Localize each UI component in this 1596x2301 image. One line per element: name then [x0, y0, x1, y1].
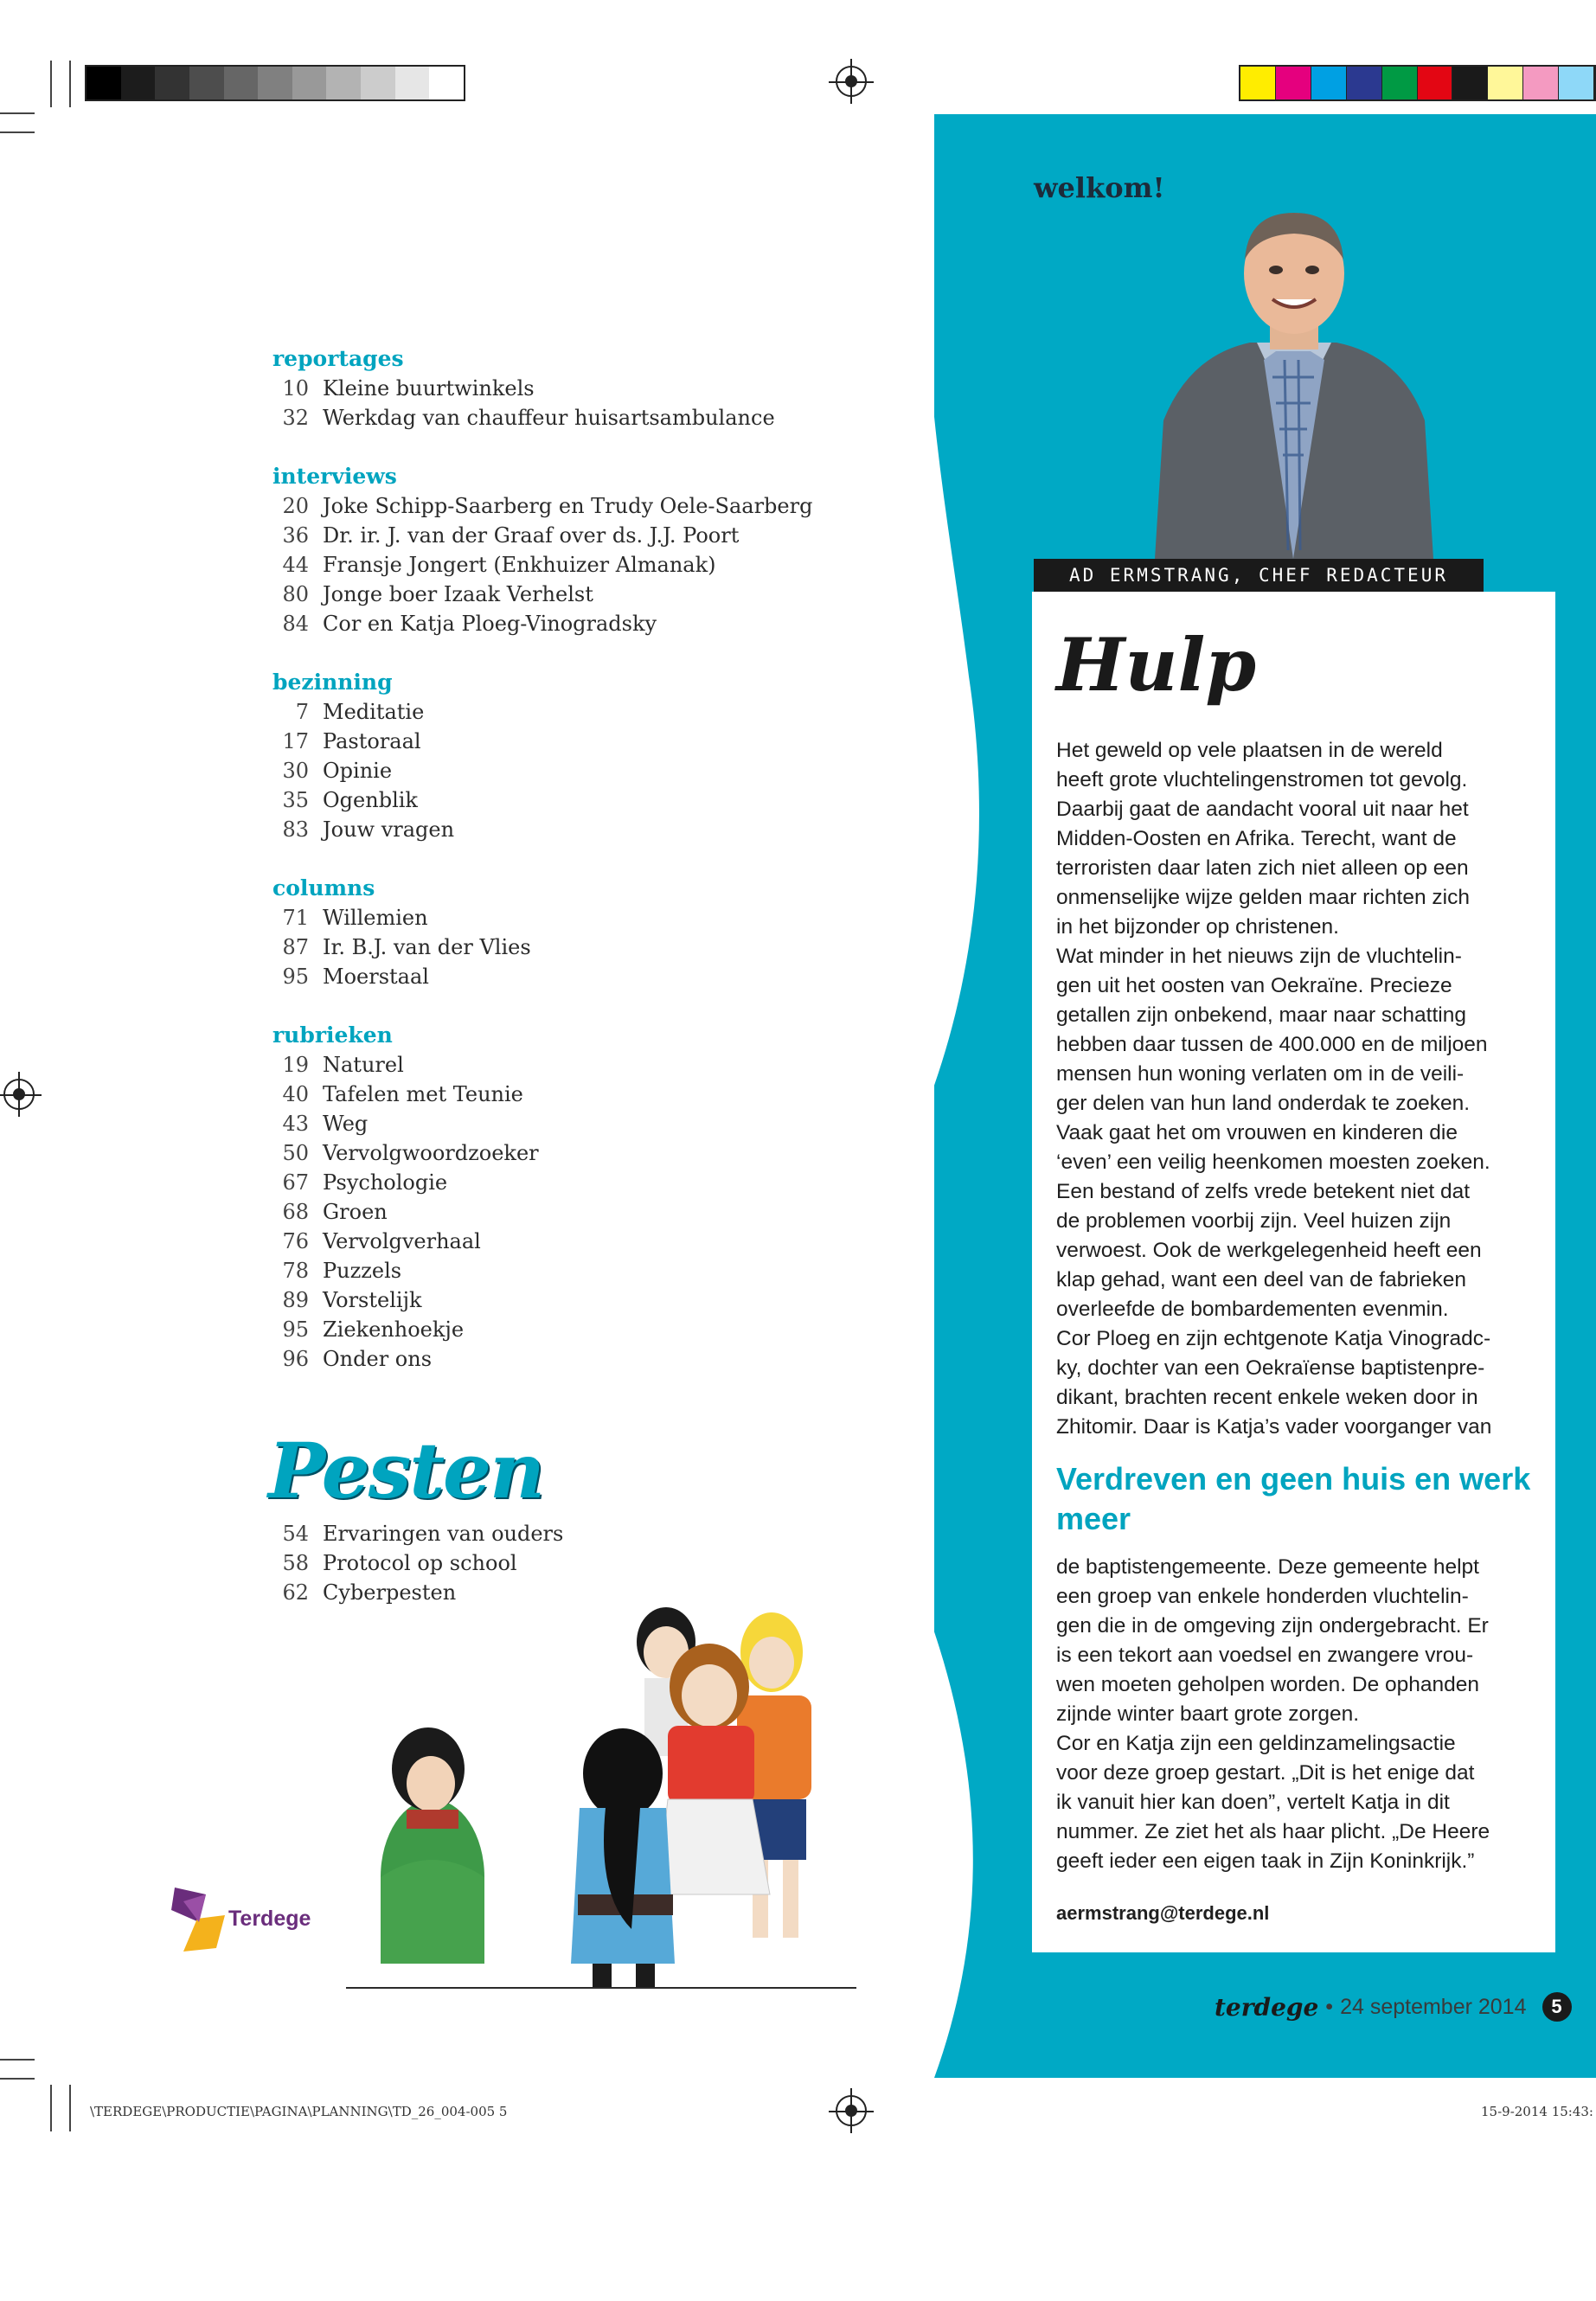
crop-mark — [0, 2078, 35, 2080]
toc-item-label: Puzzels — [323, 1259, 402, 1283]
toc-item-label: Naturel — [323, 1053, 404, 1077]
toc-item-label: Willemien — [323, 906, 428, 930]
toc-item-label: Moerstaal — [323, 965, 429, 989]
crop-mark — [50, 2085, 52, 2131]
grey-calibration-bar — [85, 65, 465, 101]
grey-swatch — [121, 67, 156, 99]
toc-item-page: 95 — [282, 1317, 309, 1342]
toc-item-label: Cor en Katja Ploeg-Vinogradsky — [323, 612, 657, 636]
toc-item-label: Vervolgwoordzoeker — [323, 1141, 539, 1165]
toc-item-label: Tafelen met Teunie — [323, 1082, 523, 1106]
color-swatch — [1452, 67, 1488, 99]
toc-item-label: Vorstelijk — [323, 1288, 422, 1312]
grey-swatch — [395, 67, 430, 99]
article-body-part2: de baptistengemeente. Deze gemeente helpt een groep van enkele honderden vluchtelin- gen die in de omgeving zijn ondergebracht. Er is een tekort aan voedsel en zwangere vrou- wen moeten geholpen worden. De ophanden zijnde winter baart grote zorgen. Cor en Katja zijn een geldinzamelingsactie voor deze groep gestart. „Dit is het enige dat ik vanuit hier kan doen”, vertelt Katja in dit nummer. Ze ziet het als haar plicht. „De Heere geeft ieder een eigen taak in Zijn Koninkrijk.” — [1056, 1555, 1490, 1873]
toc-section-title: interviews — [272, 464, 397, 489]
grey-swatch — [292, 67, 327, 99]
article-title: Hulp — [1056, 622, 1257, 708]
toc-item-label: Dr. ir. J. van der Graaf over ds. J.J. Poort — [323, 523, 740, 548]
toc-item[interactable] — [272, 1548, 705, 1578]
toc-item-page: 87 — [282, 935, 309, 959]
toc-item-label: Weg — [323, 1112, 369, 1136]
welkom-heading: welkom! — [1034, 171, 1165, 204]
editor-portrait-photo — [1155, 204, 1433, 559]
color-swatch — [1418, 67, 1453, 99]
grey-swatch — [224, 67, 259, 99]
toc-item-label: Ervaringen van ouders — [323, 1522, 564, 1546]
toc-item-page: 10 — [282, 376, 309, 401]
terdege-logo-text: Terdege — [228, 1906, 311, 1931]
toc-item[interactable] — [272, 1315, 878, 1344]
toc-item-page: 17 — [282, 729, 309, 753]
page-number: 5 — [1542, 1992, 1572, 2022]
toc-item[interactable] — [272, 962, 878, 991]
toc-item[interactable] — [272, 550, 878, 580]
footer-date: 24 september 2014 — [1340, 1994, 1527, 2019]
toc-item-page: 43 — [282, 1112, 309, 1136]
color-swatch — [1276, 67, 1311, 99]
registration-mark-icon — [836, 66, 867, 97]
toc-item[interactable] — [272, 933, 878, 962]
toc-item[interactable] — [272, 756, 878, 785]
toc-item-label: Joke Schipp-Saarberg en Trudy Oele-Saarberg — [323, 494, 813, 518]
crop-mark — [0, 112, 35, 114]
toc-section-title: columns — [272, 875, 375, 901]
article-subheading: Verdreven en geen huis en werk meer — [1056, 1461, 1531, 1536]
table-of-contents — [272, 344, 878, 1374]
toc-item[interactable] — [272, 609, 878, 638]
toc-item-page: 96 — [282, 1347, 309, 1371]
toc-item[interactable] — [272, 903, 878, 933]
toc-item-label: Cyberpesten — [323, 1580, 457, 1605]
footer-brand: terdege — [1215, 1992, 1319, 2022]
toc-item-page: 76 — [282, 1229, 309, 1253]
toc-item-page: 67 — [282, 1170, 309, 1195]
toc-item-page: 58 — [282, 1551, 309, 1575]
toc-item-label: Ziekenhoekje — [323, 1317, 465, 1342]
toc-section-title: bezinning — [272, 670, 393, 695]
grey-swatch — [326, 67, 361, 99]
color-swatch — [1240, 67, 1276, 99]
toc-item-page: 40 — [282, 1082, 309, 1106]
toc-item[interactable] — [272, 1109, 878, 1138]
color-swatch — [1488, 67, 1523, 99]
toc-item-label: Onder ons — [323, 1347, 433, 1371]
terdege-logo-icon — [171, 1884, 227, 1953]
section-gap — [272, 991, 878, 1021]
terdege-logo — [171, 1884, 311, 1953]
toc-item-page: 35 — [282, 788, 309, 812]
children-illustration — [346, 1583, 856, 1998]
grey-swatch — [155, 67, 189, 99]
toc-item-page: 95 — [282, 965, 309, 989]
toc-item-page: 83 — [282, 817, 309, 842]
grey-swatch — [258, 67, 292, 99]
toc-item-page: 54 — [282, 1522, 309, 1546]
toc-section-title: reportages — [272, 346, 404, 371]
slug-line: \TERDEGE\PRODUCTIE\PAGINA\PLANNING\TD_26_004-005 5 — [90, 2104, 508, 2119]
color-calibration-bar — [1239, 65, 1596, 101]
toc-item-page: 62 — [282, 1580, 309, 1605]
toc-item-label: Protocol op school — [323, 1551, 517, 1575]
editorial-article — [1032, 592, 1555, 1952]
section-gap — [272, 844, 878, 874]
toc-item-page: 7 — [295, 700, 309, 724]
toc-item-label: Jouw vragen — [323, 817, 455, 842]
color-swatch — [1347, 67, 1382, 99]
toc-item[interactable] — [272, 1050, 878, 1080]
toc-item[interactable] — [272, 1227, 878, 1256]
toc-item-label: Kleine buurtwinkels — [323, 376, 535, 401]
section-gap — [272, 638, 878, 668]
toc-item-page: 32 — [282, 406, 309, 430]
crop-mark — [0, 131, 35, 133]
toc-section-title: rubrieken — [272, 1022, 393, 1048]
registration-mark-icon — [3, 1079, 35, 1110]
toc-item[interactable] — [272, 403, 878, 433]
toc-item-label: Pastoraal — [323, 729, 421, 753]
color-swatch — [1311, 67, 1347, 99]
grey-swatch — [361, 67, 395, 99]
toc-item[interactable] — [272, 1080, 878, 1109]
toc-item[interactable] — [272, 1519, 705, 1548]
toc-item-page: 68 — [282, 1200, 309, 1224]
toc-item-label: Opinie — [323, 759, 393, 783]
toc-item[interactable] — [272, 580, 878, 609]
page-footer — [1215, 1990, 1572, 2024]
footer-separator: • — [1325, 1994, 1334, 2019]
toc-item[interactable] — [272, 1256, 878, 1285]
crop-mark — [50, 61, 52, 107]
pesten-section — [268, 1427, 543, 1514]
toc-item[interactable] — [272, 374, 878, 403]
toc-item-page: 80 — [282, 582, 309, 606]
grey-swatch — [429, 67, 464, 99]
crop-mark — [0, 2059, 35, 2061]
color-swatch — [1382, 67, 1418, 99]
toc-item-page: 36 — [282, 523, 309, 548]
toc-item-page: 71 — [282, 906, 309, 930]
toc-item-label: Ogenblik — [323, 788, 418, 812]
registration-mark-icon — [836, 2095, 867, 2126]
toc-item[interactable] — [272, 785, 878, 815]
toc-item-label: Fransje Jongert (Enkhuizer Almanak) — [323, 553, 716, 577]
toc-item-label: Ir. B.J. van der Vlies — [323, 935, 531, 959]
toc-item[interactable] — [272, 1285, 878, 1315]
toc-item-label: Groen — [323, 1200, 388, 1224]
toc-item[interactable] — [272, 697, 878, 727]
toc-item-page: 84 — [282, 612, 309, 636]
crop-mark — [69, 61, 71, 107]
toc-item-page: 20 — [282, 494, 309, 518]
toc-item-page: 19 — [282, 1053, 309, 1077]
toc-item[interactable] — [272, 1344, 878, 1374]
toc-item-page: 44 — [282, 553, 309, 577]
section-gap — [272, 433, 878, 462]
toc-item-page: 30 — [282, 759, 309, 783]
color-swatch — [1523, 67, 1559, 99]
article-body-part1: Het geweld op vele plaatsen in de wereld heeft grote vluchtelingenstromen tot gevolg. Daarbij gaat de aandacht vooral uit naar het Midden-Oosten en Afrika. Terecht, want de terroristen daar laten zich niet alleen op een onmenselijke wijze gelden maar richten zich in het bijzonder op christenen. Wat minder in het nieuws zijn de vluchtelin- gen uit het oosten van Oekraïne. Precieze getallen zijn onbekend, maar naar schatting hebben daar tussen de 400.000 en de miljoen mensen hun woning verlaten om in de veili- ger delen van hun land onderdak te zoeken. Vaak gaat het om vrouwen en kinderen die ‘even’ een veilig heenkomen moesten zoeken. Een bestand of zelfs vrede betekent niet dat de problemen voorbij zijn. Veel huizen zijn verwoest. Ook de werkgelegenheid heeft een klap gehad, want een deel van de fabrieken overleefde de bombardementen evenmin. Cor Ploeg en zijn echtgenote Katja Vinogradс- ky, dochter van een Oekraïense baptistenpre- dikant, brachten recent enkele weken door in Zhitomir. Daar is Katja’s vader voorganger van — [1056, 739, 1492, 1439]
toc-item[interactable] — [272, 727, 878, 756]
toc-item-label: Meditatie — [323, 700, 425, 724]
toc-item-page: 89 — [282, 1288, 309, 1312]
crop-mark — [69, 2085, 71, 2131]
toc-item[interactable] — [272, 1197, 878, 1227]
toc-item-page: 78 — [282, 1259, 309, 1283]
grey-swatch — [189, 67, 224, 99]
toc-item[interactable] — [272, 491, 878, 521]
toc-item[interactable] — [272, 1138, 878, 1168]
toc-item-page: 50 — [282, 1141, 309, 1165]
grey-swatch — [87, 67, 121, 99]
editor-caption: AD ERMSTRANG, CHEF REDACTEUR — [1034, 559, 1484, 592]
toc-item-label: Psychologie — [323, 1170, 448, 1195]
toc-item[interactable] — [272, 815, 878, 844]
toc-item-label: Jonge boer Izaak Verhelst — [323, 582, 593, 606]
pesten-title: Pesten — [268, 1426, 543, 1516]
color-swatch — [1559, 67, 1594, 99]
slug-timestamp: 15-9-2014 15:43: — [1481, 2104, 1593, 2119]
toc-item-label: Werkdag van chauffeur huisartsambulance — [323, 406, 775, 430]
toc-item[interactable] — [272, 521, 878, 550]
editor-email-link[interactable]: aermstrang@terdege.nl — [1056, 1902, 1270, 1924]
toc-item[interactable] — [272, 1168, 878, 1197]
toc-item-label: Vervolgverhaal — [323, 1229, 481, 1253]
